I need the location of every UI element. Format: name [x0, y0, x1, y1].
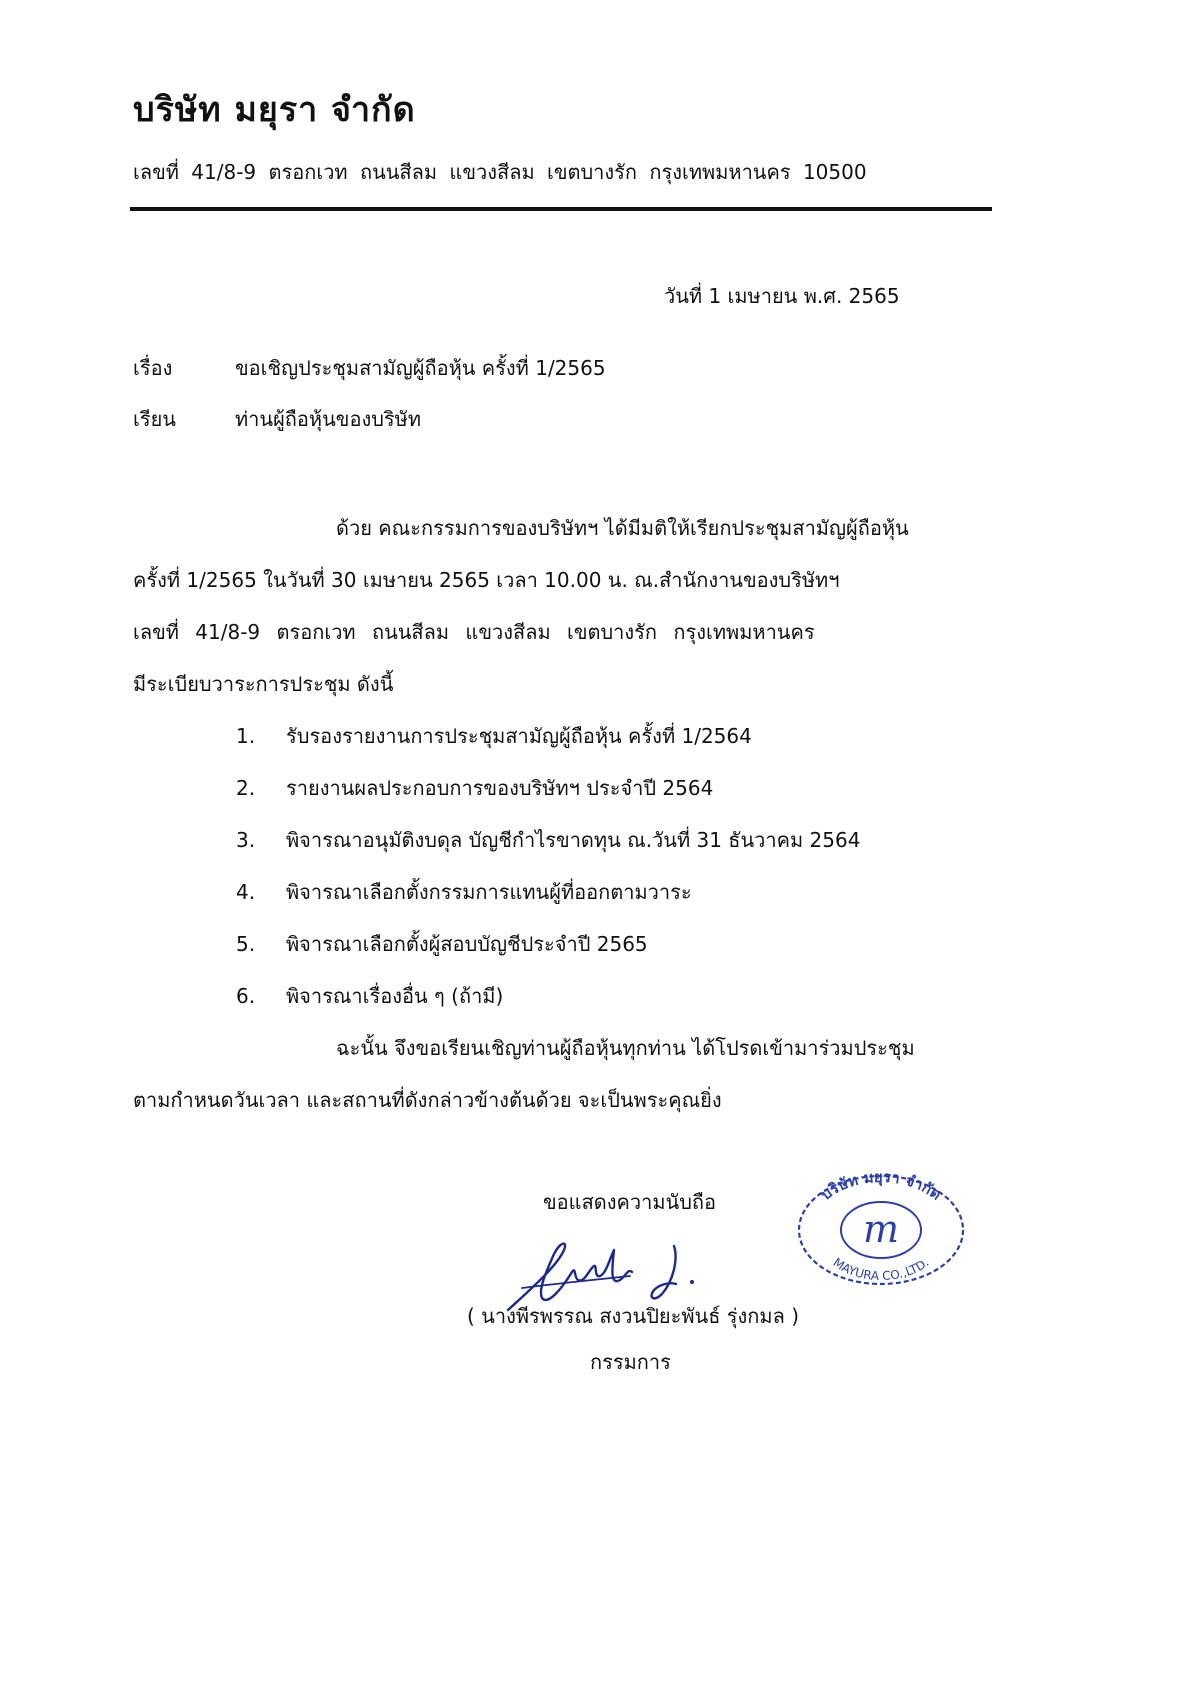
- signer-title: กรรมการ: [590, 1350, 671, 1374]
- svg-text:บริษัท มยุรา จำกัด: บริษัท มยุรา จำกัด: [817, 1168, 945, 1204]
- agenda-text: พิจารณาเลือกตั้งผู้สอบบัญชีประจำปี 2565: [286, 932, 648, 956]
- body-para2-line1: ฉะนั้น จึงขอเรียนเชิญท่านผู้ถือหุ้นทุกท่าน ได้โปรดเข้ามาร่วมประชุม: [336, 1036, 915, 1060]
- signer-name: ( นางพีรพรรณ สงวนปิยะพันธ์ รุ่งกมล ): [467, 1304, 800, 1328]
- subject-value: ขอเชิญประชุมสามัญผู้ถือหุ้น ครั้งที่ 1/2565: [235, 356, 606, 380]
- closing-salutation: ขอแสดงความนับถือ: [543, 1190, 717, 1214]
- agenda-text: รายงานผลประกอบการของบริษัทฯ ประจำปี 2564: [286, 776, 714, 800]
- body-para1-line2: ครั้งที่ 1/2565 ในวันที่ 30 เมษายน 2565 เวลา 10.00 น. ณ.สำนักงานของบริษัทฯ: [133, 568, 840, 592]
- company-seal-stamp: [795, 1168, 967, 1288]
- recipient-value: ท่านผู้ถือหุ้นของบริษัท: [235, 407, 422, 431]
- agenda-item: [236, 720, 752, 752]
- agenda-item: [236, 772, 713, 804]
- svg-text:m: m: [862, 1207, 900, 1251]
- agenda-number: 2.: [236, 776, 256, 800]
- agenda-number: 3.: [236, 828, 256, 852]
- header-divider: [130, 207, 992, 211]
- agenda-item: [236, 824, 860, 856]
- agenda-item: [236, 928, 648, 960]
- agenda-text: พิจารณาอนุมัติงบดุล บัญชีกำไรขาดทุน ณ.วันที่ 31 ธันวาคม 2564: [286, 828, 861, 852]
- agenda-item: [236, 876, 692, 908]
- agenda-number: 1.: [236, 724, 256, 748]
- body-para1-line1: ด้วย คณะกรรมการของบริษัทฯ ได้มีมติให้เรียกประชุมสามัญผู้ถือหุ้น: [336, 516, 909, 540]
- svg-text:MAYURA CO.,LTD.: MAYURA CO.,LTD.: [830, 1255, 932, 1284]
- agenda-number: 5.: [236, 932, 256, 956]
- body-para2-line2: ตามกำหนดวันเวลา และสถานที่ดังกล่าวข้างต้นด้วย จะเป็นพระคุณยิ่ง: [133, 1088, 722, 1112]
- agenda-item: [236, 980, 503, 1012]
- agenda-text: พิจารณาเรื่องอื่น ๆ (ถ้ามี): [286, 984, 504, 1008]
- body-para1-line4: มีระเบียบวาระการประชุม ดังนี้: [133, 672, 394, 696]
- subject-row: [133, 352, 606, 384]
- subject-label: เรื่อง: [133, 356, 173, 380]
- recipient-row: [133, 403, 421, 435]
- agenda-number: 6.: [236, 984, 256, 1008]
- agenda-text: รับรองรายงานการประชุมสามัญผู้ถือหุ้น ครั้งที่ 1/2564: [286, 724, 752, 748]
- body-para1-line3: เลขที่ 41/8-9 ตรอกเวท ถนนสีลม แขวงสีลม เขตบางรัก กรุงเทพมหานคร: [133, 620, 815, 644]
- letter-date: วันที่ 1 เมษายน พ.ศ. 2565: [664, 284, 900, 308]
- agenda-text: พิจารณาเลือกตั้งกรรมการแทนผู้ที่ออกตามวาระ: [286, 880, 692, 904]
- recipient-label: เรียน: [133, 407, 176, 431]
- agenda-number: 4.: [236, 880, 256, 904]
- company-address: เลขที่ 41/8-9 ตรอกเวท ถนนสีลม แขวงสีลม เขตบางรัก กรุงเทพมหานคร 10500: [133, 160, 867, 184]
- company-name: บริษัท มยุรา จำกัด: [133, 90, 416, 130]
